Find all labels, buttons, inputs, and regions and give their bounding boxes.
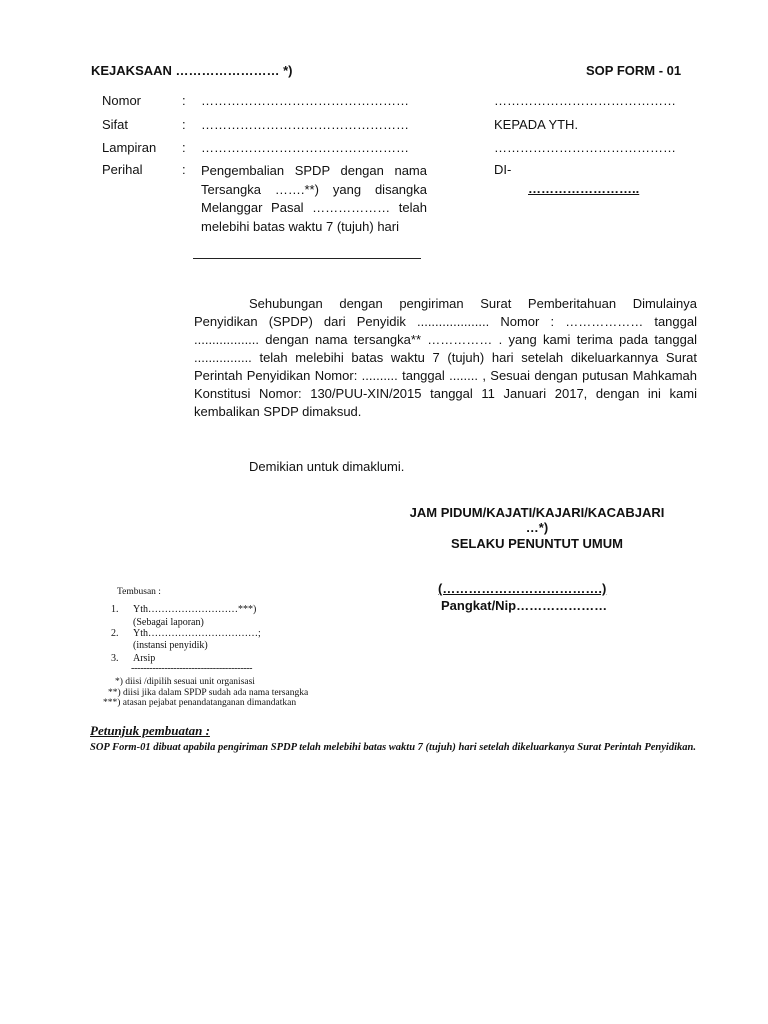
field-sifat-value: …………………………………………: [201, 117, 409, 132]
instructions-text: SOP Form-01 dibuat apabila pengiriman SPDP telah melebihi batas waktu 7 (tujuh) hari setelah dikeluarkanya Surat Perintah Penyidikan.: [90, 742, 696, 753]
field-sifat-sep: :: [182, 117, 186, 132]
tembusan-item-2-note: (instansi penyidik): [133, 640, 208, 651]
addressee-di: DI-: [494, 162, 512, 177]
instructions-title: Petunjuk pembuatan :: [90, 723, 210, 738]
tembusan-num-3: 3.: [111, 653, 119, 664]
field-perihal-sep: :: [182, 162, 186, 177]
field-perihal-value: Pengembalian SPDP dengan nama Tersangka …….**) yang disangka Melanggar Pasal ……………… telah melebihi batas waktu 7 (tujuh) hari: [201, 163, 427, 234]
closing-paragraph: Demikian untuk dimaklumi.: [249, 459, 405, 474]
field-nomor-label: Nomor: [102, 93, 142, 108]
field-lampiran-value: …………………………………………: [201, 140, 409, 155]
tembusan-num-1: 1.: [111, 604, 119, 615]
signatory-name: (……………………………….): [438, 581, 607, 596]
agency-header: KEJAKSAAN …………………… *): [91, 63, 293, 78]
tembusan-title: Tembusan :: [117, 587, 161, 597]
signature-note: …*): [525, 520, 549, 535]
tembusan-item-1-note: (Sebagai laporan): [133, 617, 204, 628]
perihal-divider: [193, 258, 421, 259]
tembusan-divider: ----------------------------------------: [131, 663, 253, 674]
field-nomor-sep: :: [182, 93, 186, 108]
body-paragraph: Sehubungan dengan pengiriman Surat Pemberitahuan Dimulainya Penyidikan (SPDP) dari Penyidik .................... Nomor : ……………… tanggal .................. dengan nama tersangka** …………… . yang kami terima pada tanggal ................ telah melebihi batas waktu 7 (tujuh) hari setelah dikeluarkannya Surat Perintah Penyidikan Nomor: .......... tanggal ........ , Sesuai dengan putusan Mahkamah Konstitusi Nomor: 130/PUU-XIN/2015 tanggal 11 Januari 2017, dengan ini kami kembalikan SPDP dimaksud.: [194, 296, 697, 419]
field-lampiran-label: Lampiran: [102, 140, 157, 155]
addressee-line-1: ……………………………………: [494, 93, 676, 108]
footnote-2: **) diisi jika dalam SPDP sudah ada nama tersangka: [108, 688, 309, 698]
footnote-3: ***) atasan pejabat penandatanganan dimandatkan: [103, 698, 297, 708]
field-lampiran-sep: :: [182, 140, 186, 155]
field-nomor-value: …………………………………………: [201, 93, 409, 108]
addressee-place: ……………………..: [528, 181, 640, 196]
tembusan-item-1: Yth………………………***): [133, 604, 257, 615]
tembusan-num-2: 2.: [111, 628, 119, 639]
addressee-kepada: KEPADA YTH.: [494, 117, 579, 132]
form-code: SOP FORM - 01: [586, 63, 682, 78]
tembusan-item-2: Yth……………………………;: [133, 628, 261, 639]
tembusan-item-3: Arsip: [133, 653, 156, 664]
signatory-rank: Pangkat/Nip…………………: [441, 598, 608, 613]
footnote-1: *) diisi /dipilih sesuai unit organisasi: [115, 677, 255, 687]
field-perihal-label: Perihal: [102, 162, 143, 177]
field-sifat-label: Sifat: [102, 117, 129, 132]
signature-title: JAM PIDUM/KAJATI/KAJARI/KACABJARI: [409, 505, 665, 520]
signature-role: SELAKU PENUNTUT UMUM: [451, 536, 623, 551]
addressee-line-3: ……………………………………: [494, 140, 676, 155]
